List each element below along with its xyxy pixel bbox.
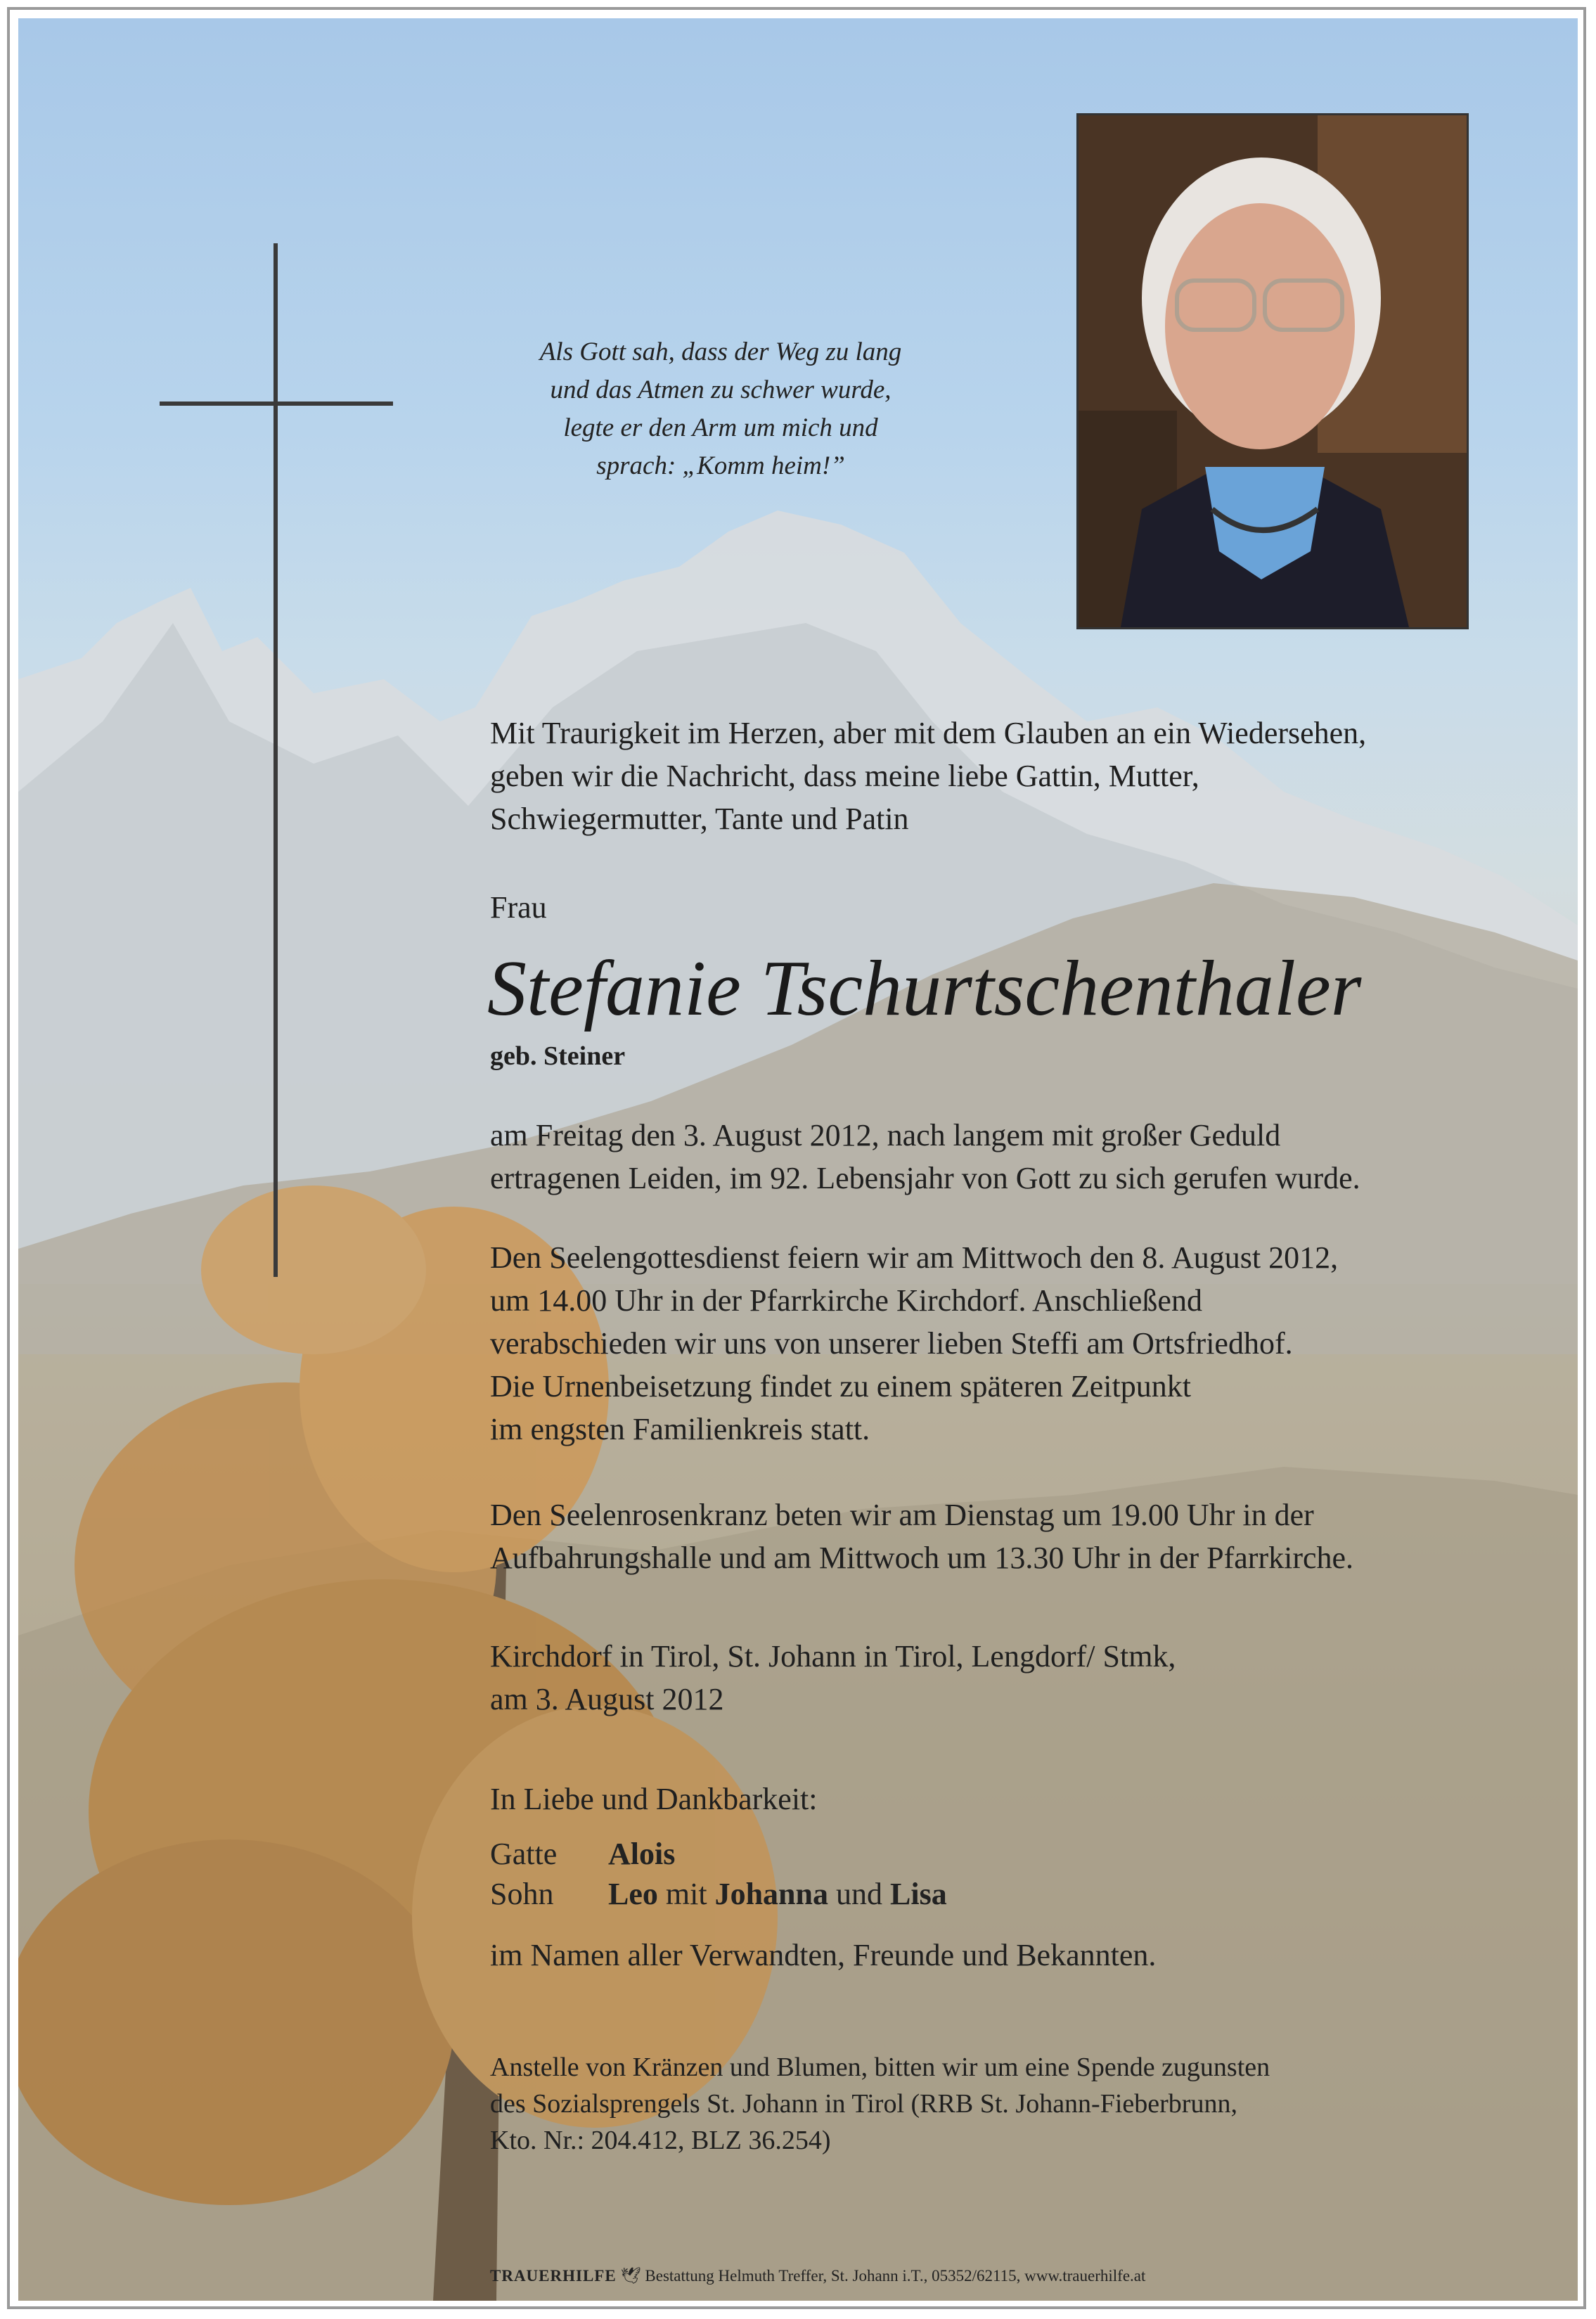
dove-icon: 🕊 <box>620 2267 641 2285</box>
funeral-home-footer <box>490 2266 1145 2285</box>
memorial-quote: Als Gott sah, dass der Weg zu lang und das Atmen zu schwer wurde, legte er den Arm um mich und sprach: „Komm heim!” <box>539 338 902 480</box>
place-and-date: Kirchdorf in Tirol, St. Johann in Tirol, Lengdorf/ Stmk, am 3. August 2012 <box>490 1639 1176 1716</box>
death-notice: am Freitag den 3. August 2012, nach langem mit großer Geduld ertragenen Leiden, im 92. Lebensjahr von Gott zu sich gerufen wurde. <box>490 1118 1360 1195</box>
family-heading: In Liebe und Dankbarkeit: <box>490 1782 818 1816</box>
salutation: Frau <box>490 890 547 925</box>
relation-label: Sohn <box>490 1877 554 1911</box>
family-son-row <box>490 1874 947 1915</box>
family-member-name: Alois <box>608 1837 676 1871</box>
connector-text: mit <box>665 1877 707 1911</box>
donation-request: Anstelle von Kränzen und Blumen, bitten wir um eine Spende zugunsten des Sozialsprengels St. Johann in Tirol (RRB St. Johann-Fieberbrunn, Kto. Nr.: 204.412, BLZ 36.254) <box>490 2053 1270 2155</box>
family-spouse-row <box>490 1834 675 1875</box>
portrait-photo <box>1076 113 1469 629</box>
family-member-name: Johanna <box>714 1877 828 1911</box>
family-member-name: Lisa <box>890 1877 947 1911</box>
brand-logo-text: TRAUERHILFE <box>490 2267 617 2285</box>
family-closing: im Namen aller Verwandten, Freunde und Bekannten. <box>490 1938 1157 1972</box>
connector-text: und <box>836 1877 882 1911</box>
footer-contact: Bestattung Helmuth Treffer, St. Johann i.T., 05352/62115, www.trauerhilfe.at <box>645 2267 1146 2285</box>
cross-beam <box>160 402 393 406</box>
family-member-name: Leo <box>608 1877 658 1911</box>
deceased-name: Stefanie Tschurtschenthaler <box>487 945 1362 1032</box>
cross-icon <box>273 243 278 1277</box>
relation-label: Gatte <box>490 1837 558 1871</box>
rosary-info: Den Seelenrosenkranz beten wir am Dienstag um 19.00 Uhr in der Aufbahrungshalle und am Mittwoch um 13.30 Uhr in der Pfarrkirche. <box>490 1498 1354 1575</box>
birth-name: geb. Steiner <box>490 1041 626 1071</box>
intro-paragraph: Mit Traurigkeit im Herzen, aber mit dem Glauben an ein Wiedersehen, geben wir die Nachricht, dass meine liebe Gattin, Mutter, Schwiegermutter, Tante und Patin <box>490 716 1367 836</box>
funeral-service-info: Den Seelengottesdienst feiern wir am Mittwoch den 8. August 2012, um 14.00 Uhr in der Pfarrkirche Kirchdorf. Anschließend verabschieden wir uns von unserer lieben Steffi am Ortsfriedhof. Die Urnenbeisetzung findet zu einem späteren Zeitpunkt im engsten Familienkreis statt. <box>490 1240 1339 1446</box>
